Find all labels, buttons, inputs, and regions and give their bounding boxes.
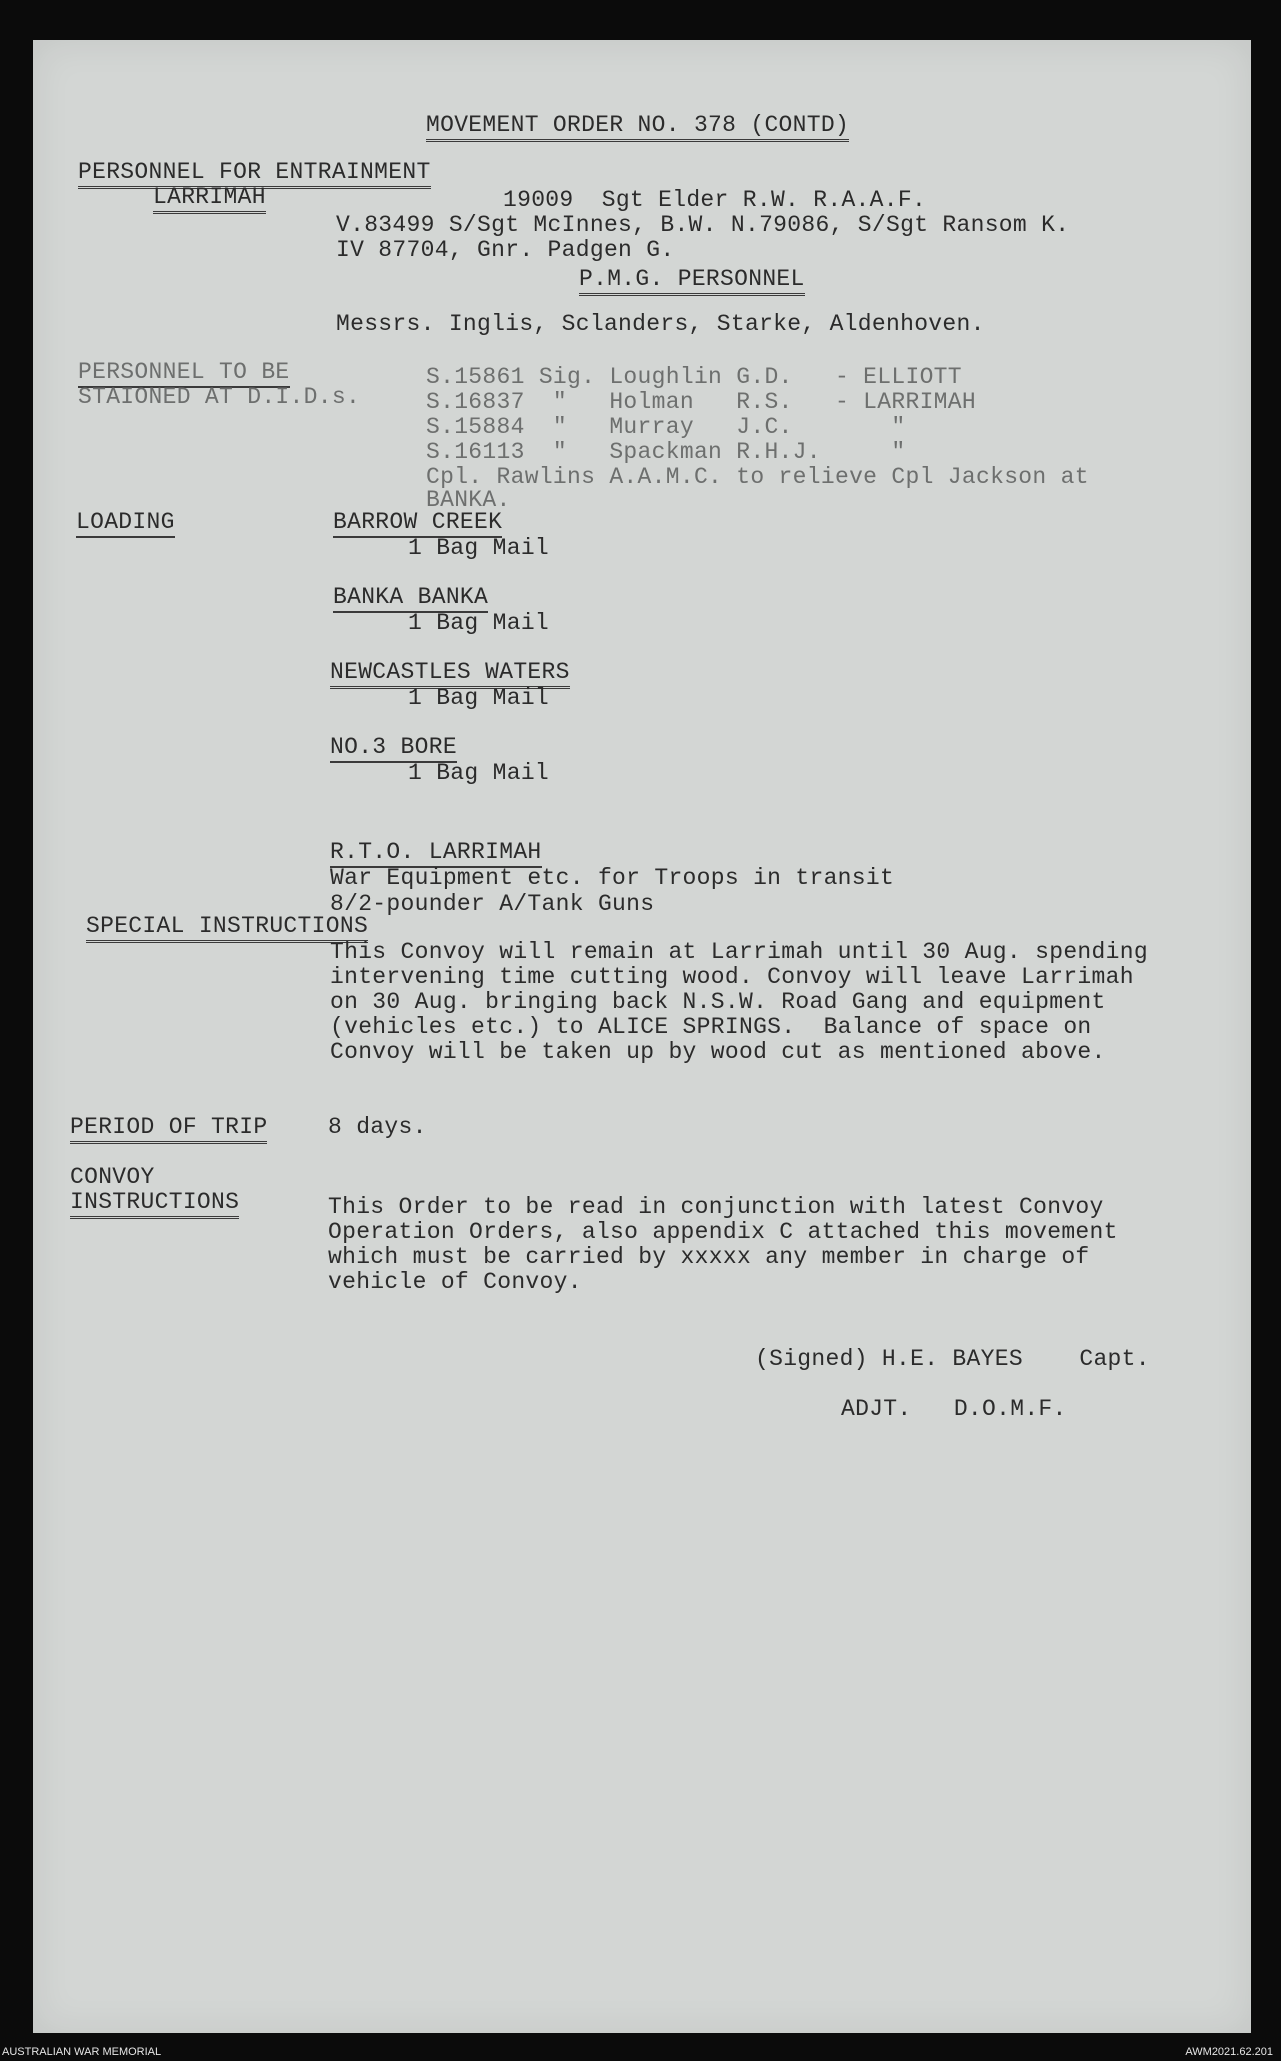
period-value: 8 days.	[328, 1114, 427, 1140]
pmg-line: Messrs. Inglis, Sclanders, Starke, Aldenhoven.	[336, 311, 985, 337]
convoy-line: vehicle of Convoy.	[328, 1269, 582, 1295]
loading-cargo: 1 Bag Mail	[408, 685, 550, 711]
entrainment-subheading: LARRIMAH	[153, 185, 266, 214]
convoy-line: This Order to be read in conjunction with latest Convoy	[328, 1194, 1104, 1220]
stationed-row: S.16837 " Holman R.S. - LARRIMAH	[426, 389, 976, 415]
convoy-heading-1: CONVOY	[70, 1164, 155, 1190]
stationed-row: S.15861 Sig. Loughlin G.D. - ELLIOTT	[426, 364, 962, 390]
convoy-line: Operation Orders, also appendix C attached this movement	[328, 1219, 1118, 1245]
rto-heading: R.T.O. LARRIMAH	[330, 840, 542, 868]
pmg-heading: P.M.G. PERSONNEL	[579, 267, 805, 296]
entrainment-heading: PERSONNEL FOR ENTRAINMENT	[78, 160, 431, 189]
loading-place: BARROW CREEK	[333, 510, 502, 538]
stationed-row: S.15884 " Murray J.C. "	[426, 414, 906, 440]
convoy-heading-2: INSTRUCTIONS	[70, 1190, 239, 1219]
special-line: This Convoy will remain at Larrimah until 30 Aug. spending	[330, 939, 1148, 965]
entrainment-line-3: IV 87704, Gnr. Padgen G.	[336, 237, 675, 263]
stationed-note-2: BANKA.	[426, 487, 511, 513]
stationed-heading-1: PERSONNEL TO BE	[78, 360, 290, 388]
stationed-heading-2: STAIONED AT D.I.D.s.	[78, 384, 361, 410]
loading-place: NO.3 BORE	[330, 735, 457, 763]
document-page	[33, 40, 1251, 2033]
footer-catalog-id: AWM2021.62.201	[1185, 2046, 1273, 2058]
rto-line: 8/2-pounder A/Tank Guns	[330, 891, 655, 917]
period-heading: PERIOD OF TRIP	[70, 1115, 267, 1144]
entrainment-line-1: 19009 Sgt Elder R.W. R.A.A.F.	[503, 187, 927, 213]
footer-source: AUSTRALIAN WAR MEMORIAL	[2, 2046, 162, 2058]
stationed-note-1: Cpl. Rawlins A.A.M.C. to relieve Cpl Jackson at	[426, 464, 1089, 490]
special-line: intervening time cutting wood. Convoy will leave Larrimah	[330, 964, 1134, 990]
document-title: MOVEMENT ORDER NO. 378 (CONTD)	[426, 113, 849, 142]
signature-title: ADJT. D.O.M.F.	[841, 1396, 1067, 1422]
loading-cargo: 1 Bag Mail	[408, 535, 550, 561]
special-heading: SPECIAL INSTRUCTIONS	[86, 914, 368, 943]
signature-line: (Signed) H.E. BAYES Capt.	[755, 1346, 1150, 1372]
loading-cargo: 1 Bag Mail	[408, 760, 550, 786]
special-line: Convoy will be taken up by wood cut as mentioned above.	[330, 1039, 1106, 1065]
loading-cargo: 1 Bag Mail	[408, 610, 550, 636]
special-line: on 30 Aug. bringing back N.S.W. Road Gang and equipment	[330, 989, 1106, 1015]
loading-place: NEWCASTLES WATERS	[330, 660, 570, 689]
loading-heading: LOADING	[76, 510, 175, 538]
convoy-line: which must be carried by xxxxx any member in charge of	[328, 1244, 1090, 1270]
loading-place: BANKA BANKA	[333, 585, 488, 613]
stationed-row: S.16113 " Spackman R.H.J. "	[426, 439, 906, 465]
rto-line: War Equipment etc. for Troops in transit	[330, 865, 895, 891]
entrainment-line-2: V.83499 S/Sgt McInnes, B.W. N.79086, S/Sgt Ransom K.	[336, 212, 1070, 238]
special-line: (vehicles etc.) to ALICE SPRINGS. Balance of space on	[330, 1014, 1092, 1040]
